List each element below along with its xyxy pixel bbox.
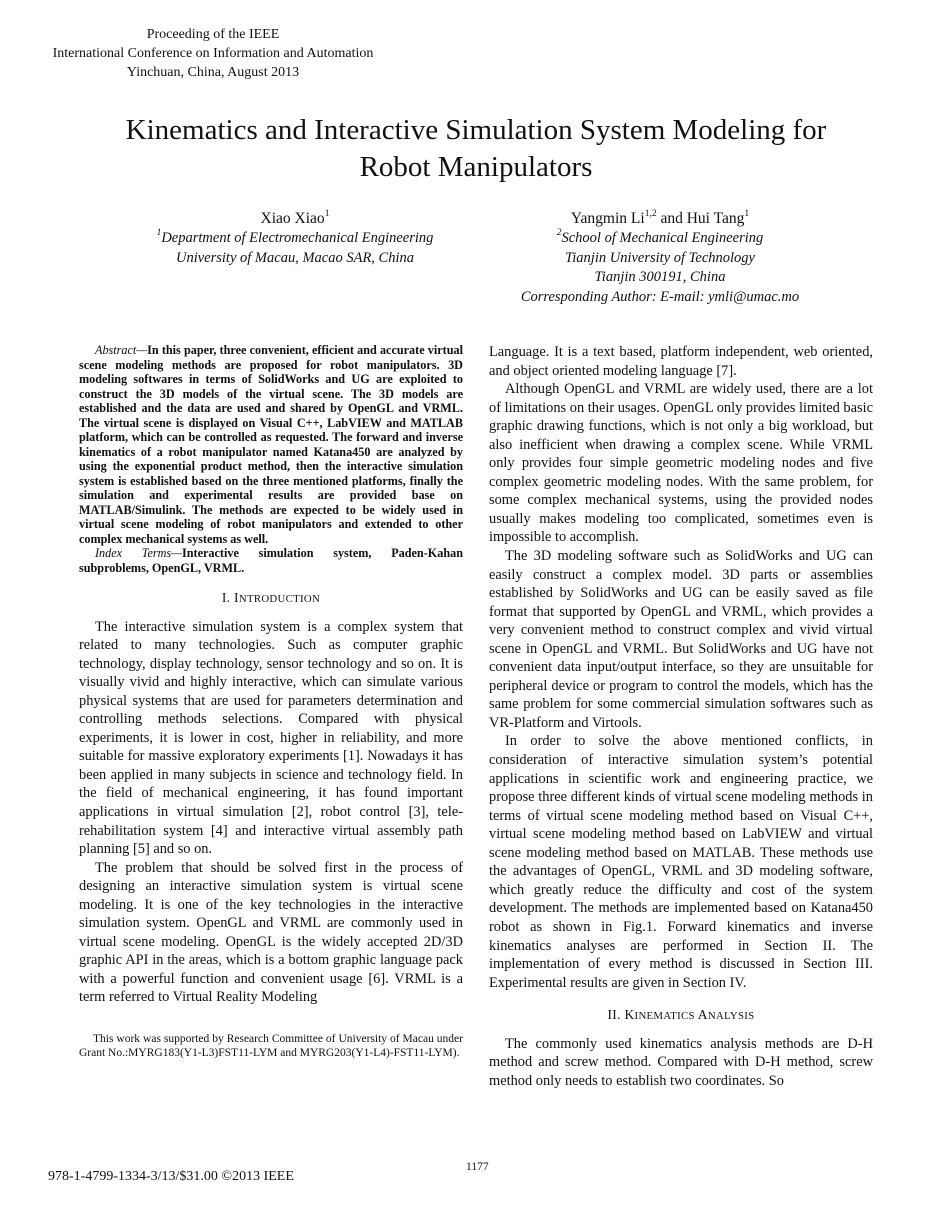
section-heading-introduction: I. INTRODUCTION — [221, 590, 321, 605]
title-line-1: Kinematics and Interactive Simulation System Modeling for — [125, 114, 827, 146]
index-terms — [79, 546, 463, 575]
author-block-left — [130, 208, 460, 268]
page-number: 1177 — [466, 1161, 489, 1173]
author-name: Xiao Xiao$^1$ — [260, 208, 330, 227]
abstract — [79, 343, 463, 546]
affiliation-line: $^1$Department of Electromechanical Engineering — [156, 228, 434, 246]
paper-title — [40, 112, 912, 186]
affiliation-line: Tianjin University of Technology — [565, 249, 755, 266]
abstract-text: In this paper, three convenient, efficient and accurate virtual scene modeling methods are proposed for robot manipulators. 3D modeling softwares in terms of SolidWorks and UG are exploited to construct the 3D models of the virtual scene. The 3D models are established and the data are used and shared by OpenGL and VRML. The virtual scene is displayed on Visual C++, LabVIEW and MATLAB platform, which can be controlled as requested. The forward and inverse kinematics of a robot manipulator named Katana450 are analyzed by using the exponential product method, then the interactive simulation system is established based on the three mentioned platforms, finally the simulation and experimental results are provided base on MATLAB/Simulink. The methods are expected to be widely used in virtual scene modeling of robot manipulators and extended to other complex mechanical systems as well. — [79, 343, 463, 546]
affiliation-line: University of Macau, Macao SAR, China — [176, 249, 414, 266]
funding-note: This work was supported by Research Committee of University of Macau under Grant No.:MYRG183(Y1-L3)FST11-LYM and MYRG203(Y1-L4)-FST11-LYM). — [79, 1033, 463, 1059]
conference-header — [20, 25, 406, 82]
affiliation-line: $^2$School of Mechanical Engineering — [556, 228, 764, 246]
intro-paragraph-2: The problem that should be solved first in the process of designing an interactive simulation system is virtual scene modeling. It is one of the key technologies in the interactive simulation system. OpenGL and VRML are commonly used in virtual scene modeling. OpenGL is the widely accepted 2D/3D graphic API in the areas, which is a bottom graphic language pack with a powerful function and convenient usage [6]. VRML is a term referred to Virtual Reality Modeling — [79, 859, 463, 1006]
author-block-right — [490, 208, 830, 307]
footnote — [79, 1032, 463, 1060]
conference-line-1: Proceeding of the IEEE — [146, 27, 280, 42]
left-column — [79, 343, 463, 1007]
abstract-label: Abstract— — [95, 343, 148, 357]
isbn-copyright: 978-1-4799-1334-3/13/$31.00 ©2013 IEEE — [48, 1169, 294, 1184]
corresponding-author: Corresponding Author: E-mail: ymli@umac.mo — [520, 288, 800, 305]
intro-paragraph-4: The 3D modeling software such as SolidWorks and UG can easily construct a complex model. 3D parts or assemblies established by SolidWorks and UG can be easily saved as file format that supported by OpenGL and VRML, which provides a very convenient method to construct complex and vivid virtual scene in OpenGL and VRML. But SolidWorks and UG have not convenient data input/output interface, so they are unsuitable for peripheral device or program to control the models, which has the same problem for some commercial simulation softwares such as VR-Platform and Virtools. — [489, 548, 873, 731]
intro-paragraph-5: In order to solve the above mentioned conflicts, in consideration of interactive simulation system’s potential applications in scientific work and engineering practice, we propose three different kinds of virtual scene modeling methods in terms of virtual scene modeling method based on Visual C++, virtual scene modeling method based on LabVIEW and virtual scene modeling method based on MATLAB. These methods use the advantages of OpenGL, VRML and 3D modeling software, which greatly reduce the difficulty and cost of the system development. The methods are implemented based on Katana450 robot as shown in Fig.1. Forward kinematics and inverse kinematics analyses are performed in Section II. The implementation of every method is discussed in Section III. Experimental results are given in Section IV. — [489, 733, 873, 991]
right-column — [489, 343, 873, 1090]
intro-paragraph-2-continued: Language. It is a text based, platform independent, web oriented, and object oriented modeling language [7]. — [489, 344, 873, 379]
kinematics-paragraph-1: The commonly used kinematics analysis methods are D-H method and screw method. Compared with D-H method, screw method only needs to establish two coordinates. So — [489, 1035, 873, 1089]
conference-line-3: Yinchuan, China, August 2013 — [126, 65, 300, 80]
intro-paragraph-1: The interactive simulation system is a complex system that related to many technologies. Such as computer graphic technology, display technology, sensor technology and so on. It is visually vivid and highly interactive, which can simulate various physical systems that are used for parameters determination and controlling methods selections. Compared with physical experiments, it is lower in cost, higher in reliability, and more suitable for massive exploratory experiments [1]. Nowadays it has been applied in many subjects in science and technology field. In the field of mechanical engineering, it has found important applications in virtual simulation [2], robot control [3], tele-rehabilitation system [4] and interactive virtual assembly path planning [5] and so on. — [79, 618, 463, 858]
affiliation-line: Tianjin 300191, China — [594, 269, 726, 285]
intro-paragraph-3: Although OpenGL and VRML are widely used, there are a lot of limitations on their usages. OpenGL only provides limited basic graphic drawing functions, which is not only a big workload, but also inefficient when drawing a complex scene. While VRML only provides four simple geometric modeling nodes and five complex geometric modeling nodes. With the same problem, for some complex mechanical systems, using the provided nodes usually makes modeling too complicated, sometimes even is impossible to accomplish. — [489, 381, 873, 546]
section-heading-kinematics: II. KINEMATICS ANALYSIS — [607, 1007, 755, 1023]
index-terms-label: Index Terms— — [95, 546, 183, 560]
conference-line-2: International Conference on Information and Automation — [52, 46, 374, 61]
index-terms-text: Interactive simulation system, Paden-Kahan subproblems, OpenGL, VRML. — [79, 546, 463, 575]
author-names: Yangmin Li$^{1,2}$ and Hui Tang$^1$ — [570, 208, 750, 227]
title-line-2: Robot Manipulators — [359, 151, 593, 183]
